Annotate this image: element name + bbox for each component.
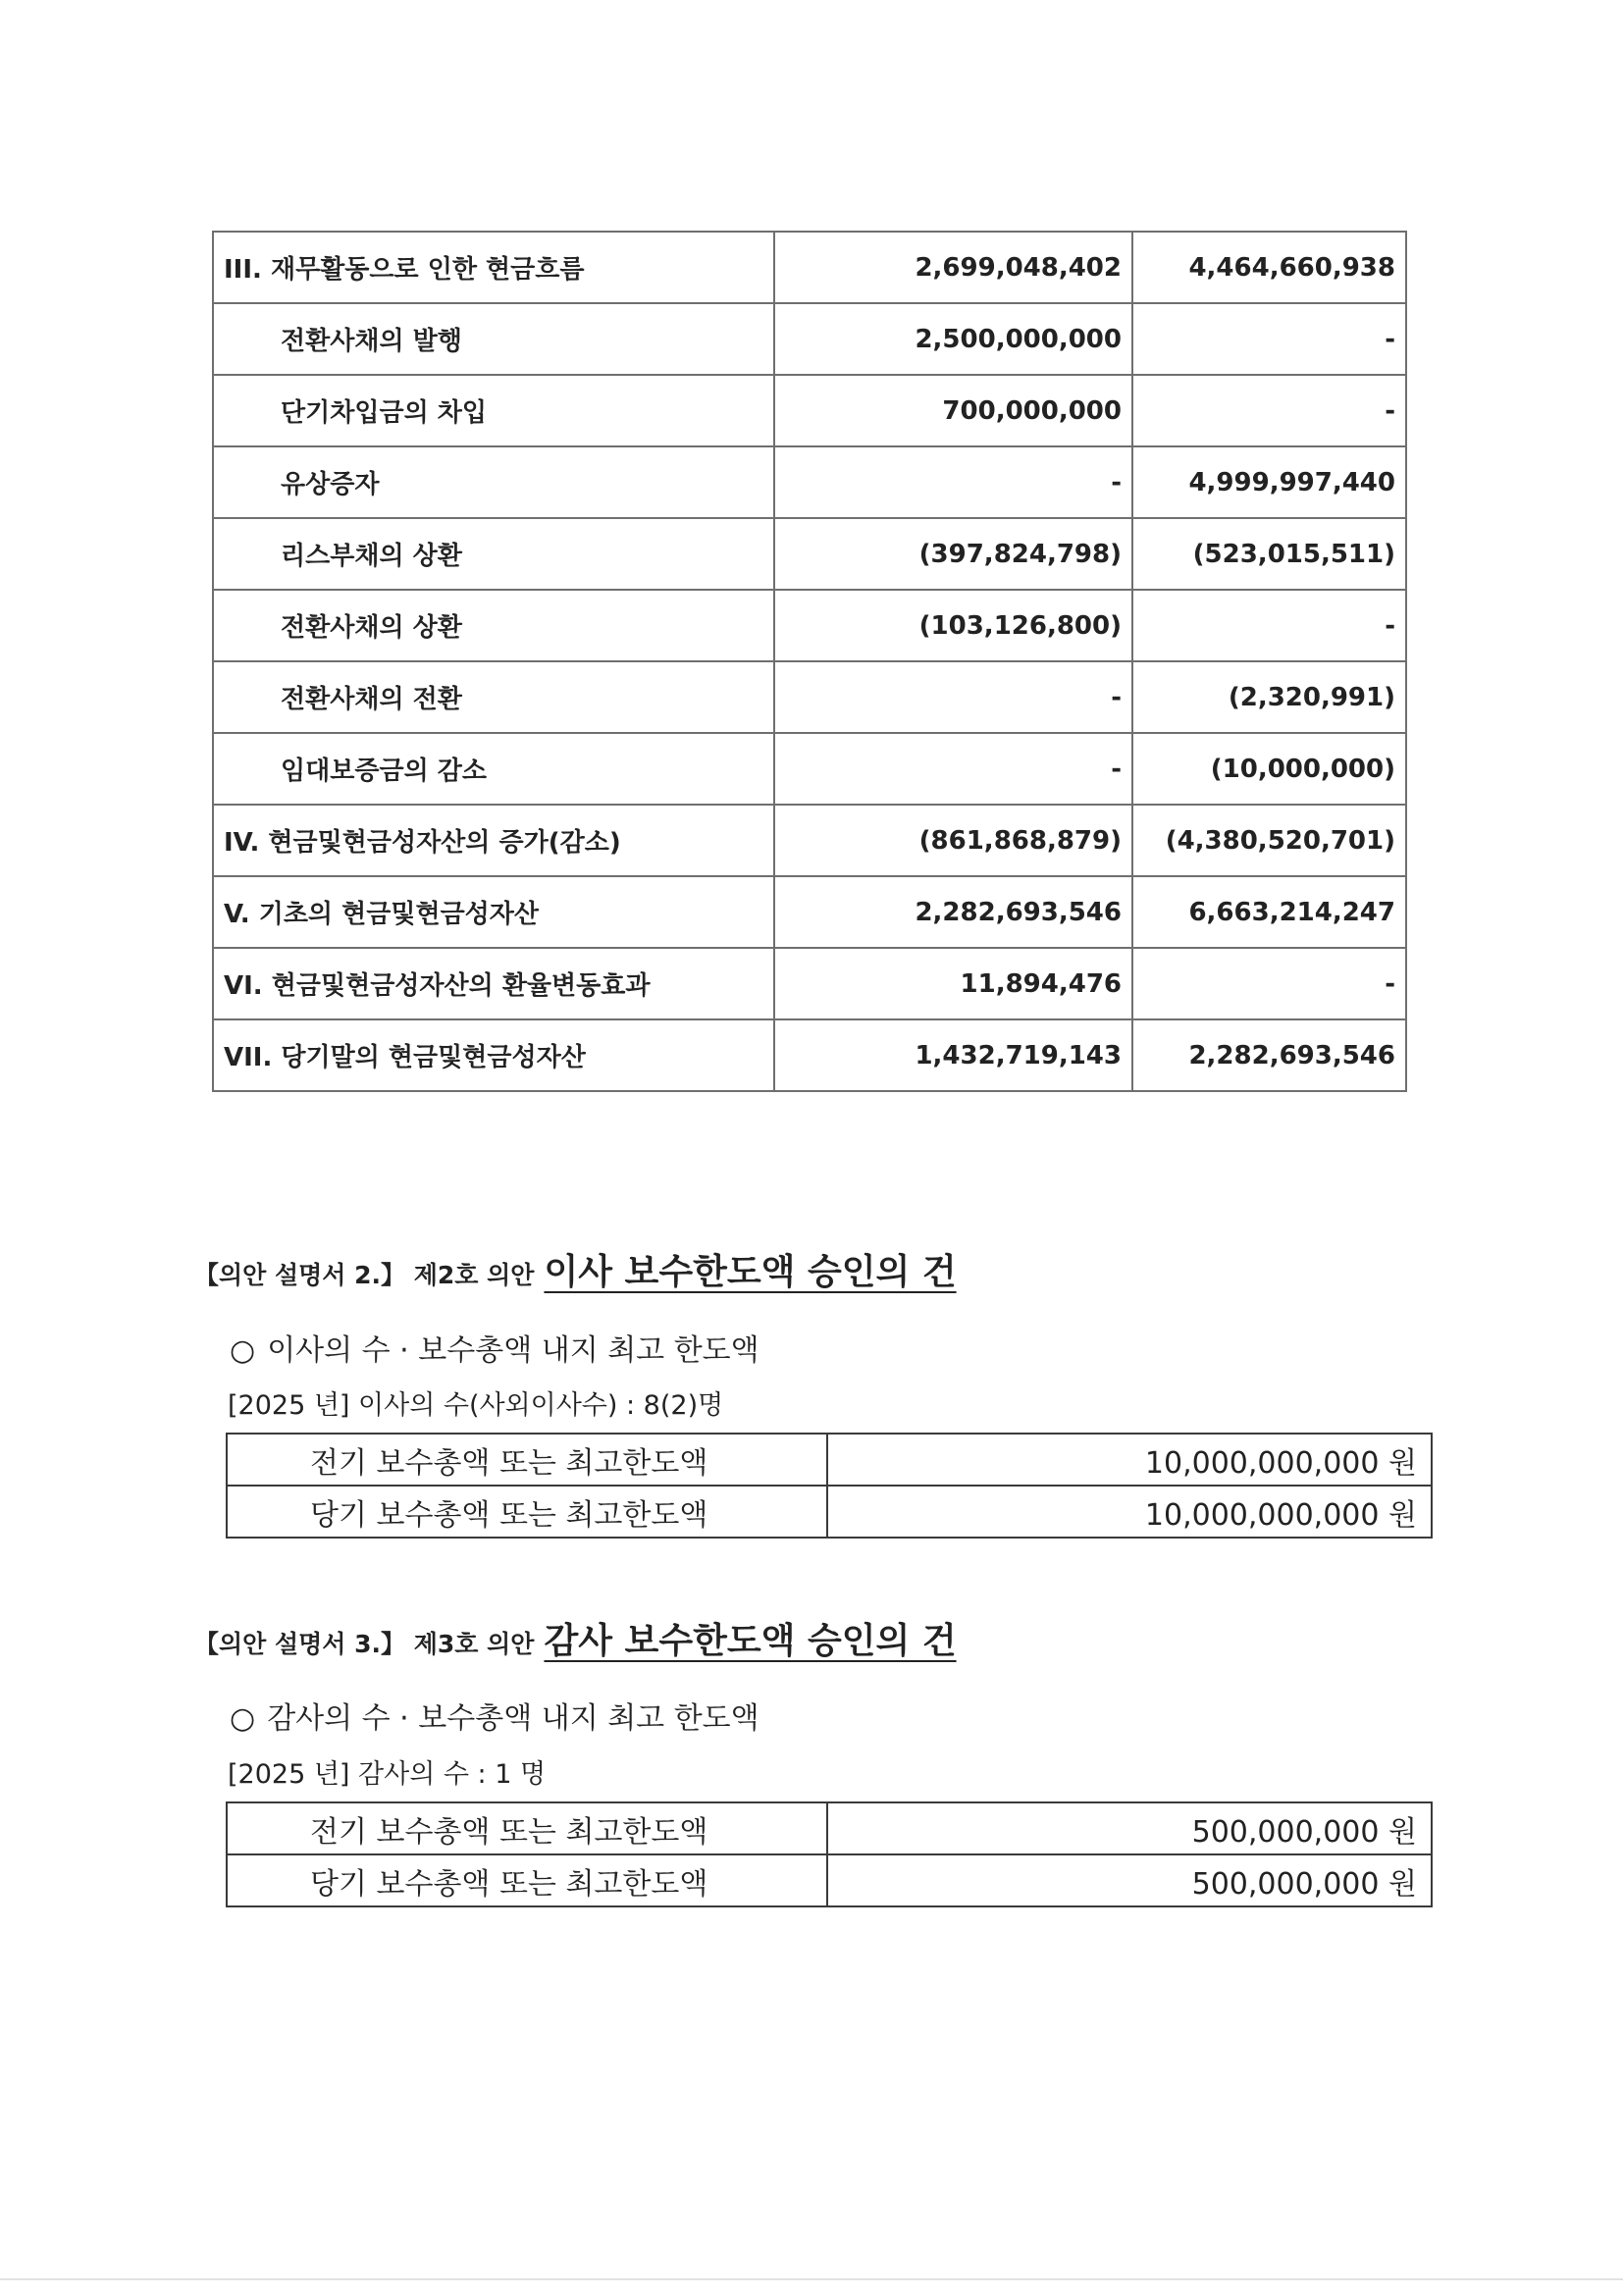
agenda3-title: 감사 보수한도액 승인의 건 — [544, 1621, 957, 1661]
prior-period-value: 4,999,997,440 — [1132, 446, 1406, 518]
table-row — [213, 446, 1406, 518]
table-row — [227, 1854, 1432, 1906]
pay-amount: 10,000,000,000 원 — [827, 1486, 1432, 1538]
agenda3-bullet-line — [230, 1694, 759, 1737]
agenda3-heading — [194, 1613, 957, 1663]
current-period-value: - — [774, 733, 1132, 805]
prior-period-value: - — [1132, 590, 1406, 661]
agenda2-bullet-line — [230, 1326, 759, 1369]
prior-period-value: - — [1132, 948, 1406, 1019]
prior-period-value: 4,464,660,938 — [1132, 232, 1406, 303]
agenda2-heading — [194, 1244, 957, 1294]
row-label: VI. 현금및현금성자산의 환율변동효과 — [213, 948, 774, 1019]
agenda3-prefix: 【의안 설명서 3.】 제3호 의안 — [194, 1630, 535, 1658]
row-label: 전환사채의 상환 — [213, 590, 774, 661]
current-period-value: 2,282,693,546 — [774, 876, 1132, 948]
prior-period-value: (523,015,511) — [1132, 518, 1406, 590]
current-period-value: - — [774, 661, 1132, 733]
prior-period-value: 2,282,693,546 — [1132, 1019, 1406, 1091]
current-period-value: 11,894,476 — [774, 948, 1132, 1019]
table-row — [213, 518, 1406, 590]
cash-flow-table — [212, 231, 1407, 1092]
pay-amount: 10,000,000,000 원 — [827, 1434, 1432, 1486]
pay-label: 전기 보수총액 또는 최고한도액 — [227, 1434, 827, 1486]
row-label: 전환사채의 발행 — [213, 303, 774, 375]
row-label: 리스부채의 상환 — [213, 518, 774, 590]
page-bottom-rule — [0, 2278, 1623, 2280]
agenda2-count: [2025 년] 이사의 수(사외이사수) : 8(2)명 — [228, 1390, 724, 1421]
current-period-value: 2,699,048,402 — [774, 232, 1132, 303]
current-period-value: (397,824,798) — [774, 518, 1132, 590]
current-period-value: (103,126,800) — [774, 590, 1132, 661]
pay-label: 전기 보수총액 또는 최고한도액 — [227, 1802, 827, 1854]
prior-period-value: 6,663,214,247 — [1132, 876, 1406, 948]
current-period-value: 2,500,000,000 — [774, 303, 1132, 375]
row-label: 임대보증금의 감소 — [213, 733, 774, 805]
agenda2-title: 이사 보수한도액 승인의 건 — [544, 1252, 957, 1292]
director-pay-table — [226, 1433, 1433, 1539]
circle-bullet-icon: ○ — [230, 1701, 256, 1736]
table-row — [227, 1486, 1432, 1538]
table-row — [213, 948, 1406, 1019]
agenda3-count: [2025 년] 감사의 수 : 1 명 — [228, 1759, 547, 1790]
circle-bullet-icon: ○ — [230, 1333, 256, 1368]
agenda3-bullet-text: 감사의 수 · 보수총액 내지 최고 한도액 — [267, 1701, 759, 1736]
pay-amount: 500,000,000 원 — [827, 1854, 1432, 1906]
pay-label: 당기 보수총액 또는 최고한도액 — [227, 1486, 827, 1538]
row-label: 유상증자 — [213, 446, 774, 518]
prior-period-value: (4,380,520,701) — [1132, 805, 1406, 876]
pay-label: 당기 보수총액 또는 최고한도액 — [227, 1854, 827, 1906]
current-period-value: 1,432,719,143 — [774, 1019, 1132, 1091]
row-label: V. 기초의 현금및현금성자산 — [213, 876, 774, 948]
current-period-value: 700,000,000 — [774, 375, 1132, 446]
table-row — [227, 1802, 1432, 1854]
table-row — [213, 733, 1406, 805]
table-row — [227, 1434, 1432, 1486]
table-row — [213, 805, 1406, 876]
current-period-value: - — [774, 446, 1132, 518]
current-period-value: (861,868,879) — [774, 805, 1132, 876]
table-row — [213, 232, 1406, 303]
row-label: 전환사채의 전환 — [213, 661, 774, 733]
row-label: VII. 당기말의 현금및현금성자산 — [213, 1019, 774, 1091]
prior-period-value: (2,320,991) — [1132, 661, 1406, 733]
table-row — [213, 1019, 1406, 1091]
table-row — [213, 375, 1406, 446]
prior-period-value: (10,000,000) — [1132, 733, 1406, 805]
table-row — [213, 661, 1406, 733]
agenda2-bullet-text: 이사의 수 · 보수총액 내지 최고 한도액 — [267, 1333, 759, 1368]
table-row — [213, 303, 1406, 375]
table-row — [213, 590, 1406, 661]
table-row — [213, 876, 1406, 948]
row-label: 단기차입금의 차입 — [213, 375, 774, 446]
row-label: IV. 현금및현금성자산의 증가(감소) — [213, 805, 774, 876]
agenda2-prefix: 【의안 설명서 2.】 제2호 의안 — [194, 1261, 535, 1289]
prior-period-value: - — [1132, 303, 1406, 375]
auditor-pay-table — [226, 1801, 1433, 1907]
row-label: III. 재무활동으로 인한 현금흐름 — [213, 232, 774, 303]
prior-period-value: - — [1132, 375, 1406, 446]
pay-amount: 500,000,000 원 — [827, 1802, 1432, 1854]
